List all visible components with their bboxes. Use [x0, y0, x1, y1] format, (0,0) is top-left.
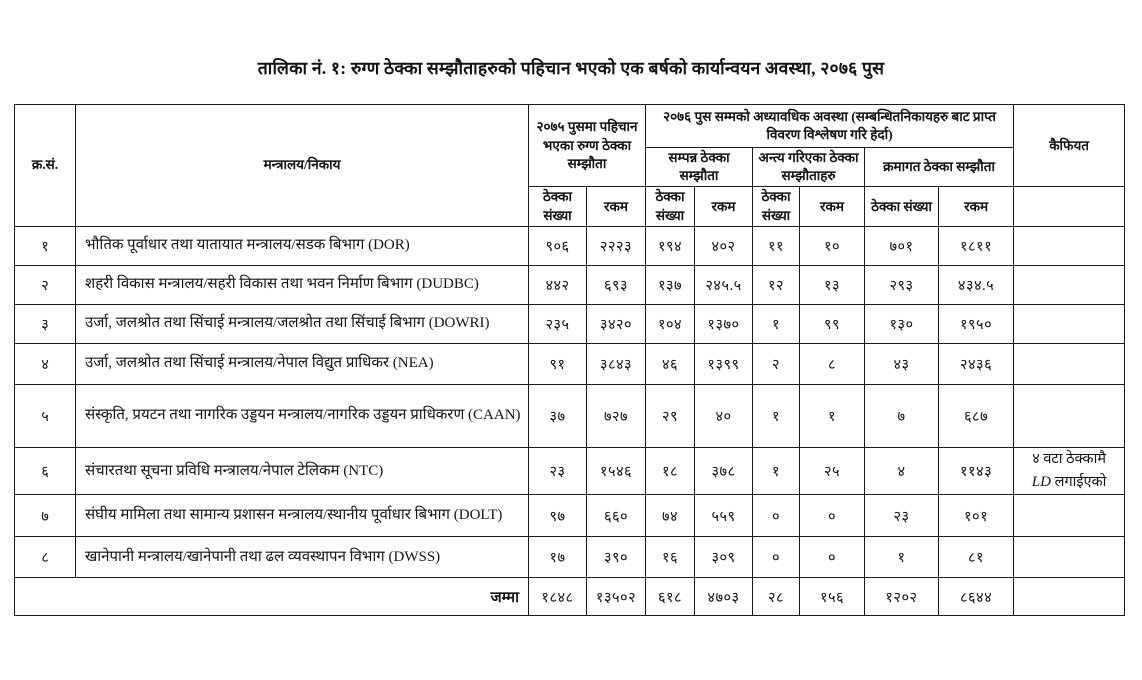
table-row — [15, 495, 1125, 537]
remarks-cell — [1014, 304, 1125, 343]
total-value-cell: २८ — [753, 578, 800, 616]
value-cell: १८११ — [939, 226, 1014, 265]
header-terminated-contracts: अन्त्य गरिएका ठेक्का सम्झौताहरु — [753, 148, 865, 187]
remarks-subheader-empty — [1014, 187, 1125, 226]
value-cell: ९९ — [800, 304, 865, 343]
ministry-cell: उर्जा, जलश्रोत तथा सिंचाई मन्त्रालय/नेपाल विद्युत प्राधिकर (NEA) — [76, 343, 529, 384]
sn-cell: ८ — [15, 537, 76, 578]
value-cell: १ — [800, 384, 865, 447]
remarks-cell — [1014, 578, 1125, 616]
remarks-cell — [1014, 495, 1125, 537]
value-cell: ५५९ — [695, 495, 753, 537]
value-cell: ८१ — [939, 537, 1014, 578]
value-cell: १०१ — [939, 495, 1014, 537]
value-cell: ३८४३ — [587, 343, 646, 384]
value-cell: १३७ — [646, 265, 695, 304]
ministry-cell: भौतिक पूर्वाधार तथा यातायात मन्त्रालय/सडक बिभाग (DOR) — [76, 226, 529, 265]
page-title: तालिका नं. १: रुग्ण ठेक्का सम्झौताहरुको पहिचान भएको एक बर्षको कार्यान्वयन अवस्था, २०७६ पुस — [257, 58, 885, 78]
value-cell: ० — [753, 537, 800, 578]
total-row — [15, 578, 1125, 616]
value-cell: २३५ — [529, 304, 587, 343]
total-value-cell: १३५०२ — [587, 578, 646, 616]
table-row — [15, 265, 1125, 304]
value-cell: ७ — [865, 384, 939, 447]
value-cell: ३७ — [529, 384, 587, 447]
header-amount: रकम — [695, 187, 753, 226]
table-row — [15, 537, 1125, 578]
ministry-cell: संचारतथा सूचना प्रविधि मन्त्रालय/नेपाल टेलिकम (NTC) — [76, 447, 529, 495]
value-cell: १३ — [800, 265, 865, 304]
value-cell: ७२७ — [587, 384, 646, 447]
table-row — [15, 343, 1125, 384]
header-ministry: मन्त्रालय/निकाय — [76, 105, 529, 227]
value-cell: १ — [753, 304, 800, 343]
header-continuing-contracts: क्रमागत ठेक्का सम्झौता — [865, 148, 1014, 187]
value-cell: २४५.५ — [695, 265, 753, 304]
value-cell: १ — [753, 384, 800, 447]
sn-cell: ३ — [15, 304, 76, 343]
table-header — [15, 105, 1125, 227]
value-cell: २५ — [800, 447, 865, 495]
value-cell: ० — [753, 495, 800, 537]
value-cell: ४३४.५ — [939, 265, 1014, 304]
value-cell: ३९० — [587, 537, 646, 578]
value-cell: ६६० — [587, 495, 646, 537]
sn-cell: ७ — [15, 495, 76, 537]
value-cell: ० — [800, 495, 865, 537]
value-cell: १३९९ — [695, 343, 753, 384]
value-cell: ४३ — [865, 343, 939, 384]
header-group-2076-updated-status: २०७६ पुस सम्मको अध्यावधिक अवस्था (सम्बन्धितनिकायहरु बाट प्राप्त विवरण विश्लेषण गरि हेर्दा) — [646, 105, 1014, 148]
remarks-cell — [1014, 447, 1125, 495]
value-cell: २४३६ — [939, 343, 1014, 384]
value-cell: २२२३ — [587, 226, 646, 265]
table-row — [15, 384, 1125, 447]
header-group-2075-identified: २०७५ पुसमा पहिचान भएका रुग्ण ठेक्का सम्झौता — [529, 105, 646, 187]
value-cell: २३ — [865, 495, 939, 537]
remarks-cell — [1014, 537, 1125, 578]
value-cell: २९ — [646, 384, 695, 447]
remark-line: LD लगाईएको — [1031, 473, 1107, 490]
ministry-cell: शहरी विकास मन्त्रालय/सहरी विकास तथा भवन निर्माण बिभाग (DUDBC) — [76, 265, 529, 304]
value-cell: ४४२ — [529, 265, 587, 304]
remarks-cell — [1014, 226, 1125, 265]
table-row — [15, 304, 1125, 343]
value-cell: ९०६ — [529, 226, 587, 265]
value-cell: ३४२० — [587, 304, 646, 343]
header-amount: रकम — [939, 187, 1014, 226]
header-completed-contracts: सम्पन्न ठेक्का सम्झौता — [646, 148, 753, 187]
value-cell: १३० — [865, 304, 939, 343]
total-value-cell: १८४८ — [529, 578, 587, 616]
value-cell: ४ — [865, 447, 939, 495]
table-row — [15, 447, 1125, 495]
value-cell: १६ — [646, 537, 695, 578]
header-contract-count: ठेक्का संख्या — [646, 187, 695, 226]
header-row-groups — [15, 105, 1125, 148]
value-cell: १२ — [753, 265, 800, 304]
total-value-cell: ६१८ — [646, 578, 695, 616]
value-cell: २३ — [529, 447, 587, 495]
value-cell: ९७ — [529, 495, 587, 537]
value-cell: ११४३ — [939, 447, 1014, 495]
remarks-cell — [1014, 265, 1125, 304]
value-cell: ६८७ — [939, 384, 1014, 447]
header-contract-count: ठेक्का संख्या — [529, 187, 587, 226]
value-cell: ८ — [800, 343, 865, 384]
value-cell: ४० — [695, 384, 753, 447]
value-cell: १९४ — [646, 226, 695, 265]
total-value-cell: १५६ — [800, 578, 865, 616]
header-remarks: कैफियत — [1014, 105, 1125, 187]
value-cell: ४०२ — [695, 226, 753, 265]
sn-cell: ४ — [15, 343, 76, 384]
value-cell: २९३ — [865, 265, 939, 304]
ministry-cell: संस्कृति, प्रयटन तथा नागरिक उड्डयन मन्त्रालय/नागरिक उड्डयन प्राधिकरण (CAAN) — [76, 384, 529, 447]
header-amount: रकम — [800, 187, 865, 226]
sn-cell: ५ — [15, 384, 76, 447]
header-contract-count: ठेक्का संख्या — [865, 187, 939, 226]
header-amount: रकम — [587, 187, 646, 226]
value-cell: ३०९ — [695, 537, 753, 578]
value-cell: १० — [800, 226, 865, 265]
value-cell: ४६ — [646, 343, 695, 384]
ministry-cell: उर्जा, जलश्रोत तथा सिंचाई मन्त्रालय/जलश्रोत तथा सिंचाई बिभाग (DOWRI) — [76, 304, 529, 343]
header-serial-number: क्र.सं. — [15, 105, 76, 227]
sn-cell: १ — [15, 226, 76, 265]
header-contract-count: ठेक्का संख्या — [753, 187, 800, 226]
value-cell: ९१ — [529, 343, 587, 384]
value-cell: ० — [800, 537, 865, 578]
value-cell: १ — [753, 447, 800, 495]
value-cell: ६९३ — [587, 265, 646, 304]
value-cell: २ — [753, 343, 800, 384]
total-label-cell: जम्मा — [15, 578, 529, 616]
value-cell: ३७८ — [695, 447, 753, 495]
value-cell: १०४ — [646, 304, 695, 343]
value-cell: १५४६ — [587, 447, 646, 495]
sick-contracts-table — [14, 104, 1125, 616]
value-cell: १७ — [529, 537, 587, 578]
value-cell: १९५० — [939, 304, 1014, 343]
remarks-cell — [1014, 384, 1125, 447]
total-value-cell: १२०२ — [865, 578, 939, 616]
remarks-cell — [1014, 343, 1125, 384]
value-cell: १ — [865, 537, 939, 578]
sn-cell: २ — [15, 265, 76, 304]
value-cell: ११ — [753, 226, 800, 265]
total-value-cell: ८६४४ — [939, 578, 1014, 616]
ministry-cell: संघीय मामिला तथा सामान्य प्रशासन मन्त्रालय/स्थानीय पूर्वाधार बिभाग (DOLT) — [76, 495, 529, 537]
sn-cell: ६ — [15, 447, 76, 495]
value-cell: १८ — [646, 447, 695, 495]
total-value-cell: ४७०३ — [695, 578, 753, 616]
table-row — [15, 226, 1125, 265]
remark-line: ४ वटा ठेक्कामै — [1032, 450, 1106, 467]
value-cell: १३७० — [695, 304, 753, 343]
value-cell: ७०१ — [865, 226, 939, 265]
value-cell: ७४ — [646, 495, 695, 537]
ministry-cell: खानेपानी मन्त्रालय/खानेपानी तथा ढल व्यवस्थापन विभाग (DWSS) — [76, 537, 529, 578]
